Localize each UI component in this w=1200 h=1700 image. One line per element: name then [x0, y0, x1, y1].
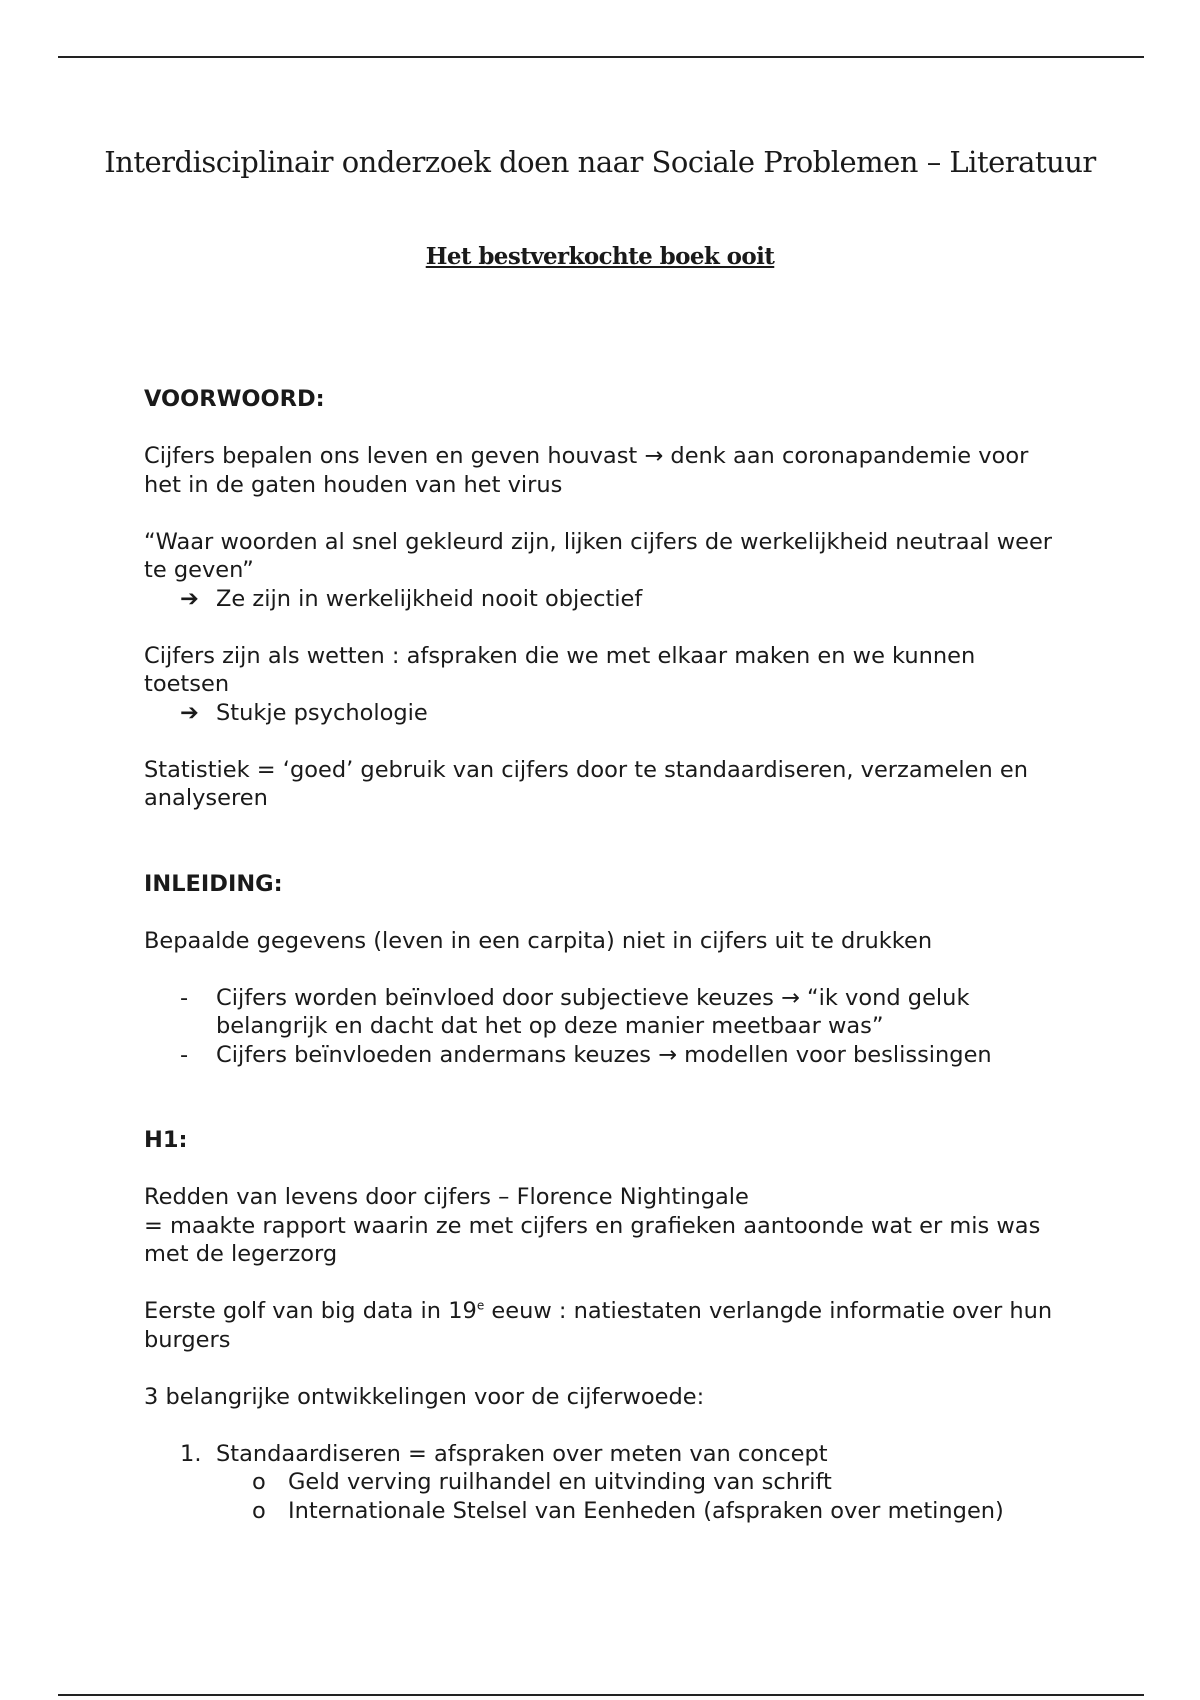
arrow-item: [144, 585, 1064, 614]
sub-list-item-text: Geld verving ruilhandel en uitvinding van schrift: [288, 1469, 832, 1495]
arrow-icon: ➔: [180, 585, 199, 612]
numbered-list: [144, 1440, 1064, 1526]
document-body: [144, 385, 1064, 1525]
paragraph-text: Eerste golf van big data in 19: [144, 1298, 477, 1324]
list-item-text: Cijfers worden beïnvloed door subjectieve keuzes → “ik vond geluk belangrijk en dacht dat het op deze manier meetbaar was”: [216, 984, 970, 1039]
sub-list-item: [216, 1468, 1064, 1497]
dash-marker: -: [180, 1041, 189, 1068]
section-heading-inleiding: INLEIDING:: [144, 870, 283, 897]
sub-list: [216, 1468, 1064, 1525]
arrow-item: [144, 699, 1064, 728]
paragraph-text: eeuw : natiestaten verlangde informatie over hun burgers: [144, 1298, 1053, 1353]
arrow-icon: ➔: [180, 699, 199, 726]
section-heading-voorwoord: VOORWOORD:: [144, 386, 325, 412]
paragraph-line: Redden van levens door cijfers – Florence Nightingale: [144, 1184, 749, 1210]
paragraph: Cijfers bepalen ons leven en geven houvast → denk aan coronapandemie voor het in de gaten houden van het virus: [144, 443, 1029, 498]
paragraph: Statistiek = ‘goed’ gebruik van cijfers door te standaardiseren, verzamelen en analyseren: [144, 756, 1029, 811]
superscript: e: [476, 1298, 485, 1313]
paragraph-line: = maakte rapport waarin ze met cijfers en grafieken aantoonde wat er mis was met de legerzorg: [144, 1212, 1041, 1267]
paragraph: Bepaalde gegevens (leven in een carpita) niet in cijfers uit te drukken: [144, 927, 933, 954]
arrow-item-text: Ze zijn in werkelijkheid nooit objectief: [216, 585, 643, 612]
quote-paragraph: “Waar woorden al snel gekleurd zijn, lijken cijfers de werkelijkheid neutraal weer te geven”: [144, 528, 1053, 583]
arrow-item-text: Stukje psychologie: [216, 699, 428, 726]
circle-bullet-marker: o: [252, 1497, 266, 1524]
list-item-text: Standaardiseren = afspraken over meten van concept: [216, 1440, 828, 1467]
sub-list-item-text: Internationale Stelsel van Eenheden (afspraken over metingen): [288, 1497, 1004, 1524]
list-item: [144, 1440, 1064, 1526]
header-rule: [58, 56, 1144, 58]
list-item: [144, 984, 1064, 1041]
section-heading-h1: H1:: [144, 1127, 188, 1153]
document-title: Interdisciplinair onderzoek doen naar Sociale Problemen – Literatuur: [104, 145, 1096, 179]
dash-list: [144, 984, 1064, 1070]
footer-rule: [58, 1694, 1144, 1696]
paragraph: 3 belangrijke ontwikkelingen voor de cijferwoede:: [144, 1383, 705, 1410]
list-number: 1.: [180, 1440, 202, 1467]
paragraph: [144, 1297, 1064, 1354]
list-item: [144, 1041, 1064, 1070]
sub-list-item: [216, 1497, 1064, 1526]
dash-marker: -: [180, 984, 189, 1011]
paragraph: [144, 1183, 1064, 1269]
document-subtitle: Het bestverkochte boek ooit: [425, 243, 775, 270]
circle-bullet-marker: o: [252, 1469, 266, 1495]
paragraph: Cijfers zijn als wetten : afspraken die we met elkaar maken en we kunnen toetsen: [144, 642, 976, 697]
list-item-text: Cijfers beïnvloeden andermans keuzes → modellen voor beslissingen: [216, 1041, 992, 1068]
